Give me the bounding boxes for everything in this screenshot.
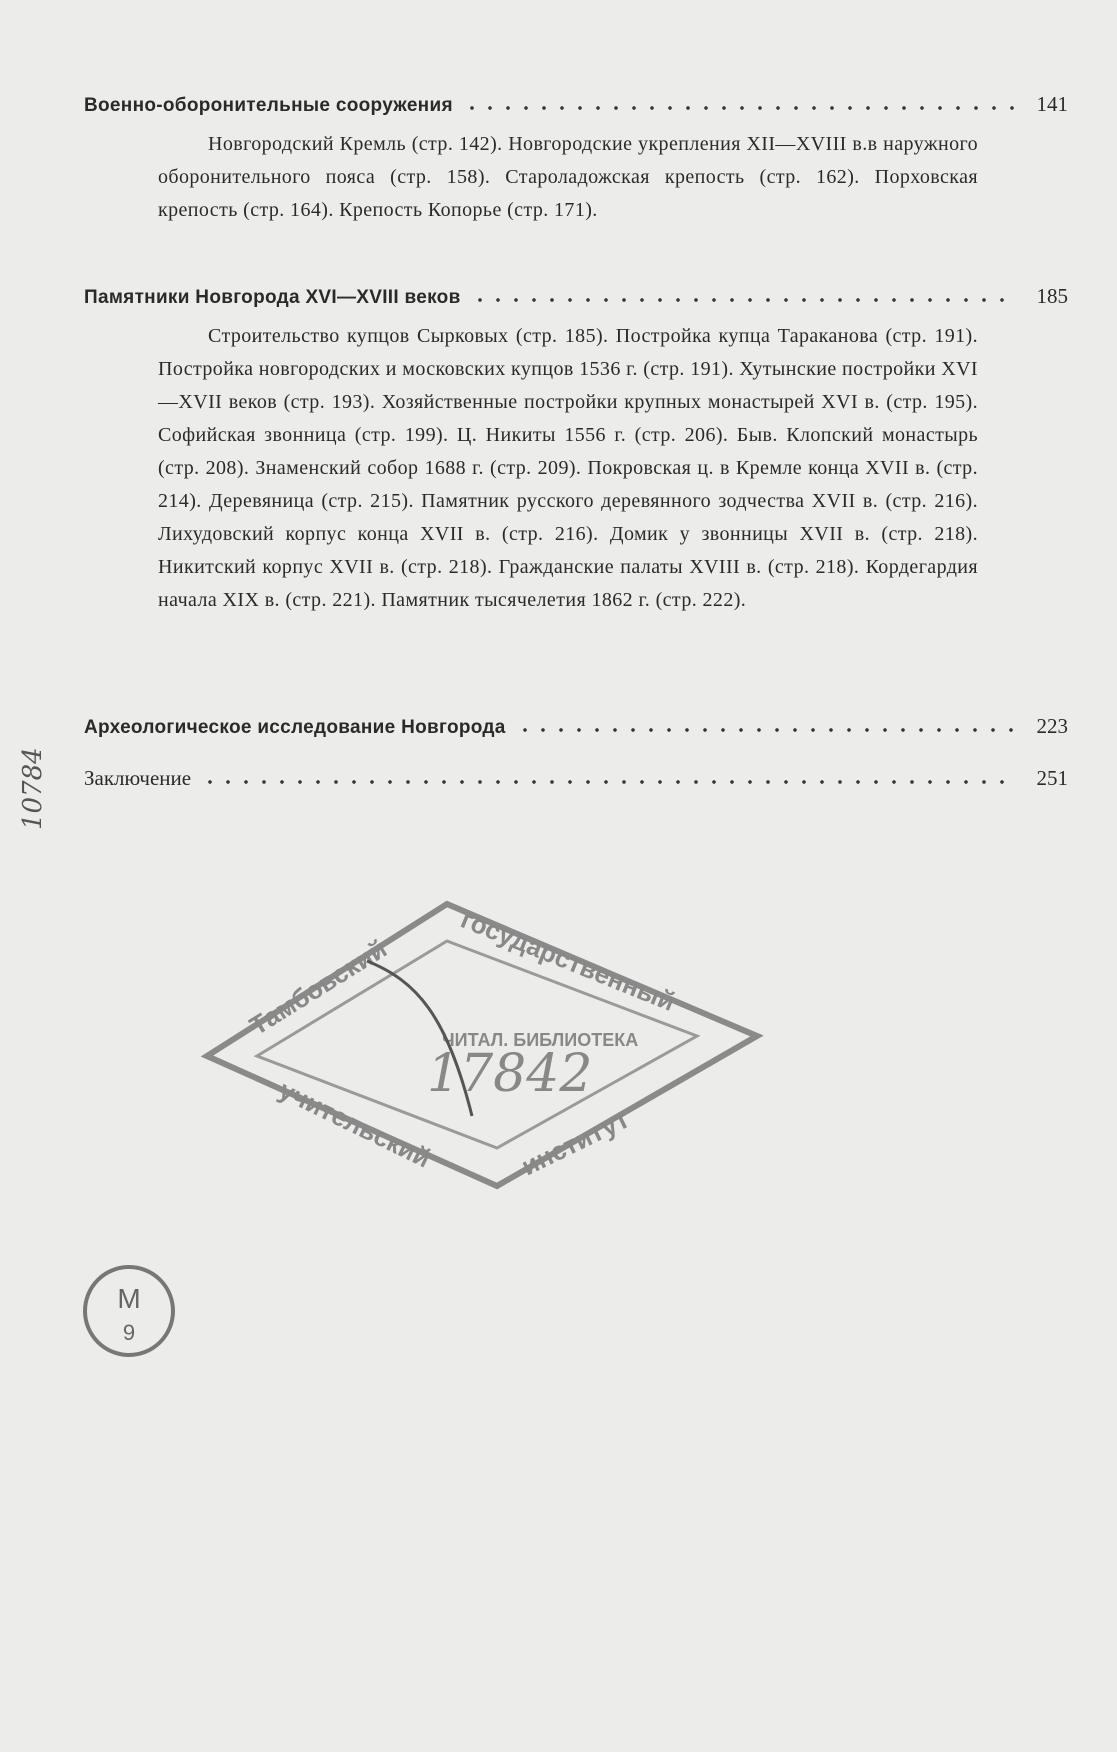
toc-title: Заключение [84,766,192,790]
toc-line [84,764,1068,792]
handwritten-inventory-number: 10784 [18,747,48,830]
leader-dots [201,779,1016,785]
stamp-number: 17842 [427,1044,593,1104]
circle-stamp-letter: М [117,1283,141,1314]
toc-entry [84,90,1068,227]
toc-page-number: 185 [1036,284,1068,308]
toc-entry [84,282,1068,617]
circle-stamp-number: 9 [122,1320,136,1345]
leader-dots [463,105,1016,111]
toc-page-number: 141 [1036,92,1068,116]
toc-title: Военно-оборонительные сооружения [84,95,453,116]
toc-page-number: 223 [1036,714,1068,738]
toc-entry [84,764,1068,792]
toc-line [84,712,1068,742]
stamp-text-bottom-left: учительский [274,1074,436,1174]
stamp-text-bottom-right: институт [516,1103,634,1182]
toc-line [84,90,1068,120]
library-stamp [197,886,777,1196]
toc-title: Археологическое исследование Новгорода [84,717,506,738]
toc-entry [84,712,1068,742]
stamp-text-top-left: Тамбовский [244,933,392,1042]
leader-dots [471,297,1016,303]
toc-title: Памятники Новгорода XVI—XVIII веков [84,287,461,308]
toc-page-number: 251 [1036,766,1068,790]
toc-line [84,282,1068,312]
circle-stamp [80,1262,178,1360]
toc-description: Новгородский Кремль (стр. 142). Новгородские укрепления XII—XVIII в.в наружного оборонительного пояса (стр. 158). Староладожская крепость (стр. 162). Порховская крепость (стр. 164). Крепость Копорье (стр. 171). [158,133,978,221]
stamp-text-center: ЧИТАЛ. БИБЛИОТЕКА [442,1030,639,1050]
leader-dots [516,727,1016,733]
toc-description: Строительство купцов Сырковых (стр. 185). Постройка купца Тараканова (стр. 191). Постройка новгородских и московских купцов 1536 г. (стр. 191). Хутынские постройки XVI—XVII веков (стр. 193). Хозяйственные постройки крупных монастырей XVI в. (стр. 195). Софийская звонница (стр. 199). Ц. Никиты 1556 г. (стр. 206). Быв. Клопский монастырь (стр. 208). Знаменский собор 1688 г. (стр. 209). Покровская ц. в Кремле конца XVII в. (стр. 214). Деревяница (стр. 215). Памятник русского деревянного зодчества XVII в. (стр. 216). Лихудовский корпус конца XVII в. (стр. 216). Домик у звонницы XVII в. (стр. 218). Никитский корпус XVII в. (стр. 218). Гражданские палаты XVIII в. (стр. 218). Кордегардия начала XIX в. (стр. 221). Памятник тысячелетия 1862 г. (стр. 222). [158,325,978,611]
stamp-text-top-right: государственный [456,903,680,1017]
